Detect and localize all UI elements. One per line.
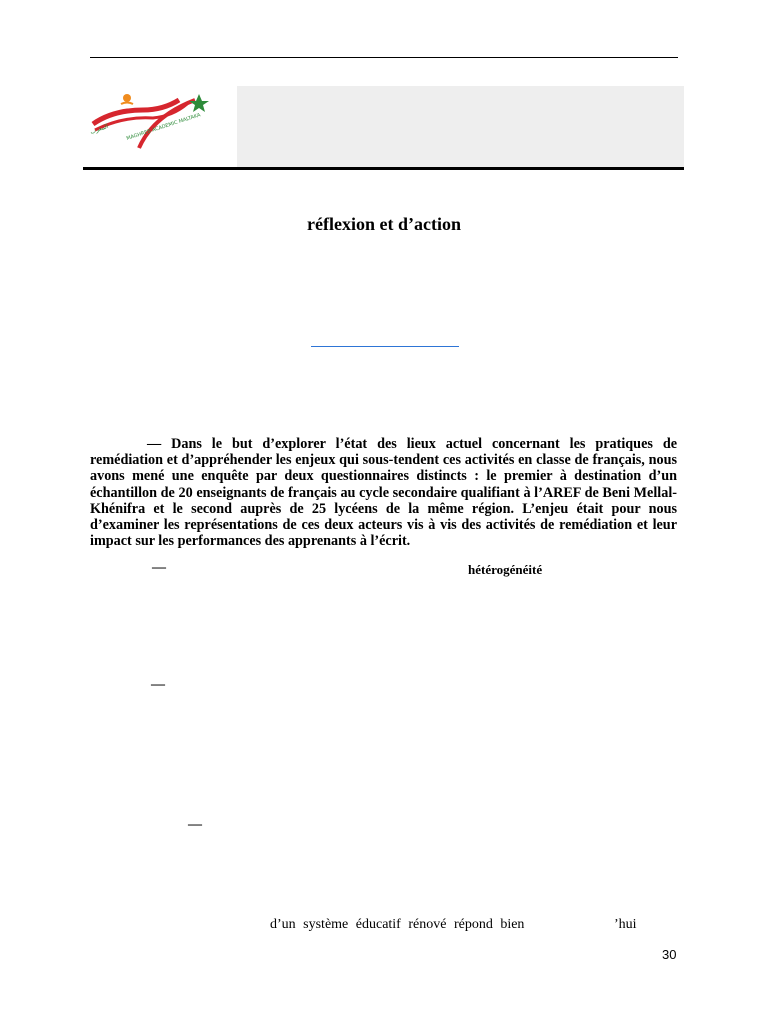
header-band bbox=[83, 86, 684, 168]
last-text-line: d’un système éducatif rénové répond bien bbox=[270, 917, 525, 932]
header-grey-panel bbox=[237, 86, 684, 168]
header-thick-rule bbox=[83, 167, 684, 170]
last-text-fragment: ’hui bbox=[614, 917, 637, 932]
dash-marker-3: — bbox=[188, 817, 202, 832]
svg-text:المغرب: المغرب bbox=[89, 122, 110, 136]
paragraph-text: Dans le but d’explorer l’état des lieux actuel concernant les pratiques de remédiation et d’appréhender les enjeux qui sous-tendent ces activités en classe de français, nous avons mené une enquête par deux questionnaires distincts : le premier à destination d’un échantillon de 20 enseignants de français au cycle secondaire qualifiant à l’AREF de Beni Mellal-Khénifra et le second auprès de 25 lycéens de la même région. L’enjeu était pour nous d’examiner les représentations de ces deux acteurs vis à vis des activités de remédiation et leur impact sur les performances des apprenants à l’écrit. bbox=[90, 436, 678, 550]
heterogeneite-word: hétérogénéité bbox=[468, 562, 543, 577]
paragraph-dash: — bbox=[147, 436, 162, 452]
dash-marker-2: — bbox=[151, 677, 165, 692]
dash-marker-1: — bbox=[152, 560, 166, 575]
section-title: réflexion et d’action bbox=[307, 214, 461, 234]
logo bbox=[83, 86, 237, 168]
svg-text:MAGHREB ACADEMIC MALTAKA: MAGHREB ACADEMIC MALTAKA bbox=[125, 112, 202, 142]
hyperlink-underline[interactable] bbox=[311, 346, 459, 347]
top-rule bbox=[90, 57, 678, 58]
logo-icon bbox=[83, 86, 237, 168]
body-paragraph bbox=[90, 436, 677, 549]
page-number: 30 bbox=[662, 947, 677, 962]
